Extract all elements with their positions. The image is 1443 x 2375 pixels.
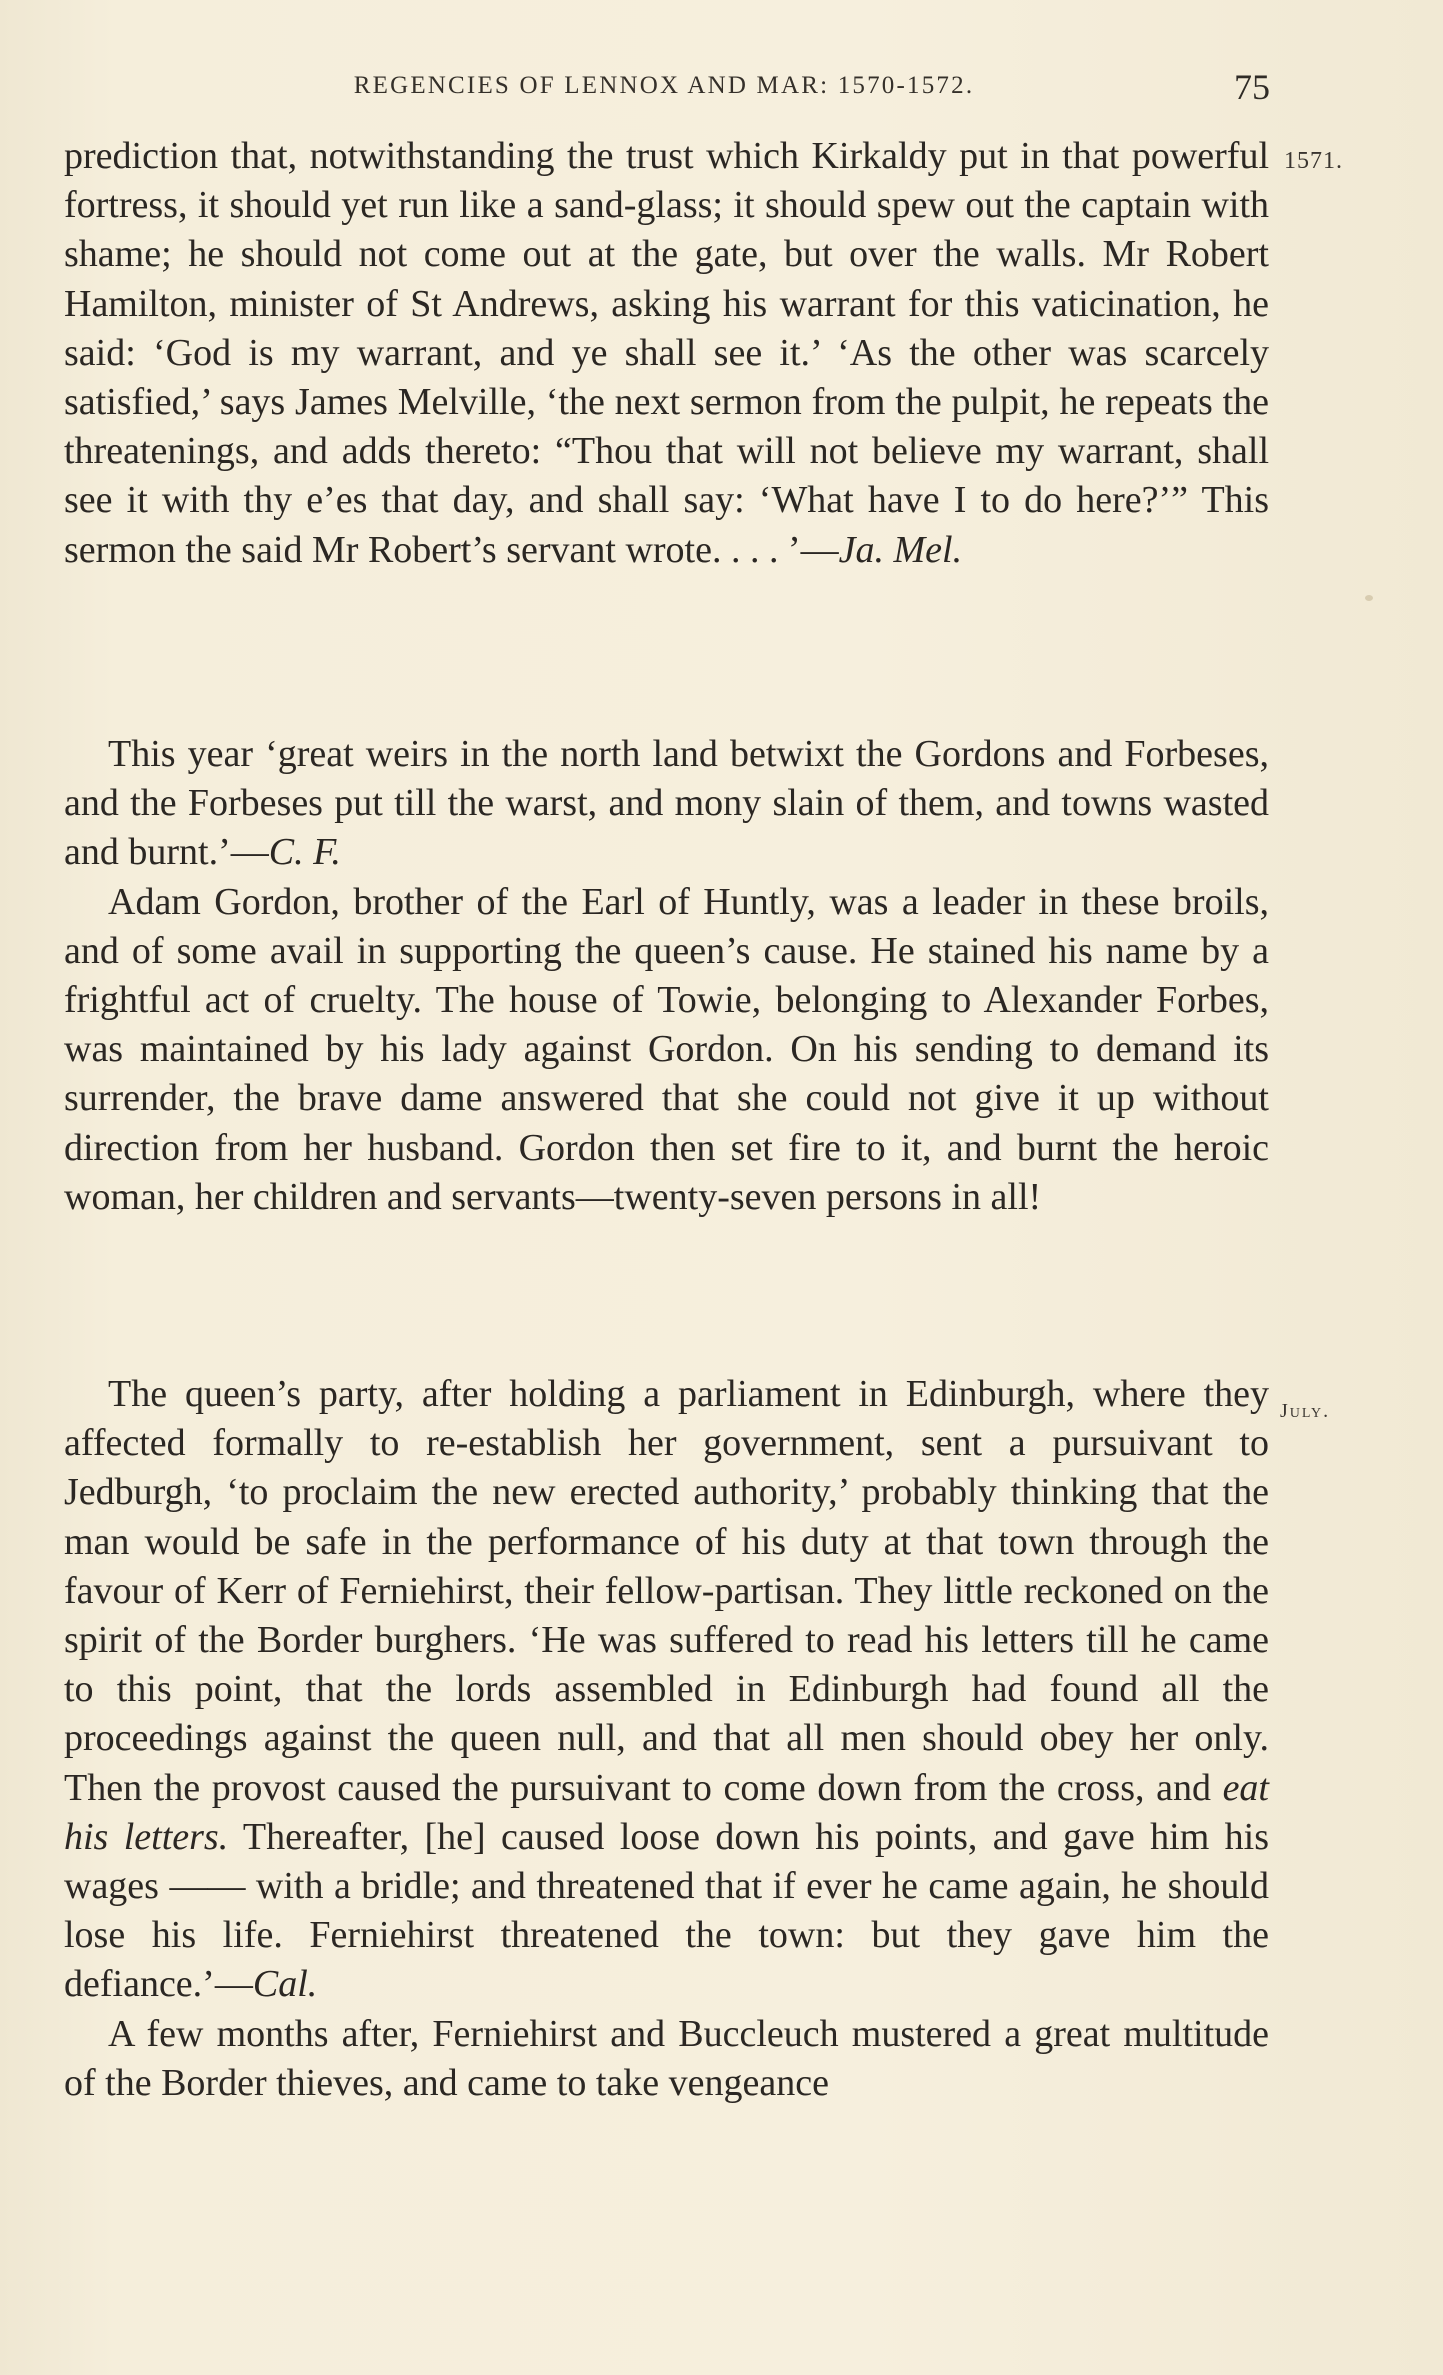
page-number: 75: [1234, 67, 1270, 107]
text-block-3: [64, 1370, 1269, 2108]
paragraph-2: [64, 730, 1269, 878]
paragraph-2-text: This year ‘great weirs in the north land betwixt the Gordons and Forbeses, and the Forbeses put till the warst, and mony slain of them, and towns wasted and burnt.’—: [64, 733, 1269, 874]
text-block-1: [64, 132, 1269, 575]
paragraph-4-citation: Cal.: [252, 1963, 318, 2006]
paragraph-1-text: prediction that, notwithstanding the trust which Kirkaldy put in that powerful fortress, it should yet run like a sand-glass; it should spew out the captain with shame; he should not come out at the gate, but over the walls. Mr Robert Hamilton, minister of St Andrews, asking his warrant for this vaticination, he said: ‘God is my warrant, and ye shall see it.’ ‘As the other was scarcely satisfied,’ says James Melville, ‘the next sermon from the pulpit, he repeats the threatenings, and adds thereto: “Thou that will not believe my warrant, shall see it with thy e’es that day, and shall say: ‘What have I to do here?’” This sermon the said Mr Robert’s servant wrote. . . . ’—: [64, 135, 1269, 571]
paragraph-4: [64, 1370, 1269, 2010]
paragraph-1: [64, 132, 1269, 575]
text-block-2: [64, 730, 1269, 1222]
paragraph-2-citation: C. F.: [268, 831, 341, 874]
paragraph-5: [64, 2010, 1269, 2108]
paragraph-1-citation: Ja. Mel.: [838, 528, 963, 571]
paragraph-5-text: A few months after, Ferniehirst and Buccleuch mustered a great multitude of the Border thieves, and came to take vengeance: [64, 2012, 1269, 2104]
paragraph-4-text-before: The queen’s party, after holding a parliament in Edinburgh, where they affected formally to re-establish her government, sent a pursuivant to Jedburgh, ‘to proclaim the new erected authority,’ probably thinking that the man would be safe in the performance of his duty at that town through the favour of Kerr of Ferniehirst, their fellow-partisan. They little reckoned on the spirit of the Border burghers. ‘He was suffered to read his letters till he came to this point, that the lords assembled in Edinburgh had found all the proceedings against the queen null, and that all men should obey her only. Then the provost caused the pursuivant to come down from the cross, and: [64, 1373, 1269, 1809]
paper-spot: [1365, 595, 1373, 601]
running-head: REGENCIES OF LENNOX AND MAR: 1570-1572.: [353, 72, 975, 99]
paragraph-3-text: Adam Gordon, brother of the Earl of Huntly, was a leader in these broils, and of some avail in supporting the queen’s cause. He stained his name by a frightful act of cruelty. The house of Towie, belonging to Alexander Forbes, was maintained by his lady against Gordon. On his sending to demand its surrender, the brave dame answered that she could not give it up without direction from her husband. Gordon then set fire to it, and burnt the heroic woman, her children and servants—twenty-seven persons in all!: [64, 880, 1269, 1218]
margin-note-year: 1571.: [1284, 148, 1343, 174]
paragraph-4-emphasis: eat his letters.: [64, 1766, 1269, 1858]
paragraph-4-text-after: Thereafter, [he] caused loose down his points, and gave him his wages —— with a bridle; and threatened that if ever he came again, he should lose his life. Ferniehirst threatened the town: but they gave him the defiance.’—: [64, 1815, 1270, 2006]
margin-note-month: July.: [1280, 1400, 1331, 1422]
paragraph-3: [64, 878, 1269, 1222]
